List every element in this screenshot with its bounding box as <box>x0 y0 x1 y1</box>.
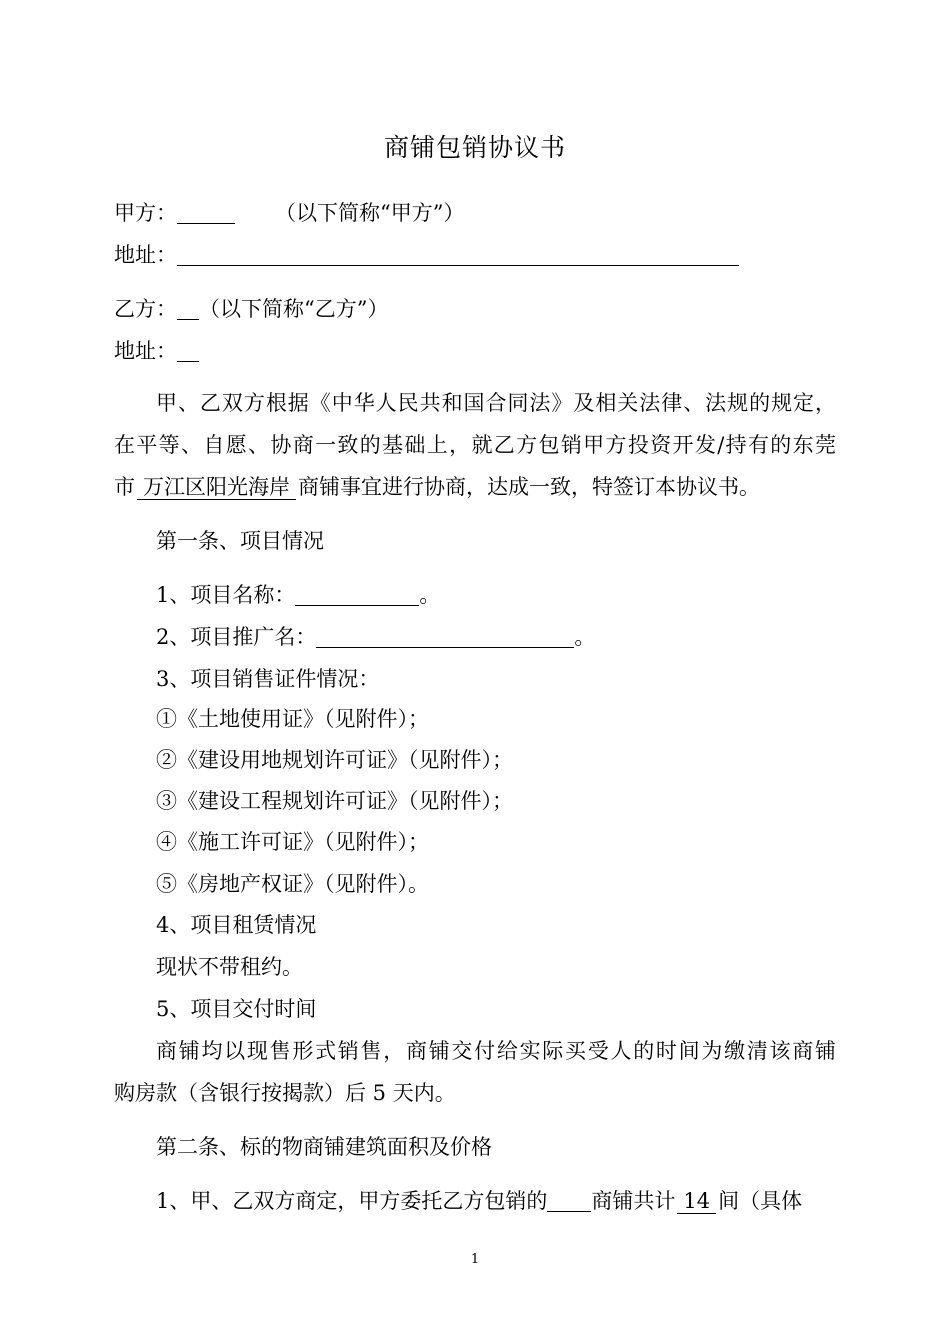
intro-line-3-prefix: 市 <box>114 475 135 499</box>
cert-5: ⑤《房地产权证》（见附件）。 <box>156 872 429 896</box>
item-4-label: 4、项目租赁情况 <box>156 913 317 937</box>
item-5-line-1: 商铺均以现售形式销售，商铺交付给实际买受人的时间为缴清该商铺 <box>156 1039 836 1063</box>
party-b-line <box>114 296 388 322</box>
item-1-blank <box>295 583 419 606</box>
party-a-label: 甲方： <box>114 201 177 225</box>
cert-2: ②《建设用地规划许可证》（见附件）； <box>156 748 513 772</box>
intro-line-3-suffix: 商铺事宜进行协商，达成一致，特签订本协议书。 <box>298 475 760 499</box>
cert-1: ①《土地使用证》（见附件）； <box>156 707 429 731</box>
article-1-title: 第一条、项目情况 <box>156 529 324 553</box>
item-1-end: 。 <box>419 583 441 607</box>
item-2-label: 2、项目推广名： <box>156 625 317 649</box>
article-2-line-1-prefix: 1、甲、乙双方商定，甲方委托乙方包销的 <box>156 1189 548 1213</box>
party-a-blank <box>177 201 235 224</box>
item-2 <box>156 624 595 650</box>
article-2-line-1 <box>156 1188 802 1214</box>
page-title: 商铺包销协议书 <box>383 133 566 162</box>
item-5-line-2: 购房款（含银行按揭款）后 5 天内。 <box>114 1081 456 1105</box>
item-5-label: 5、项目交付时间 <box>156 997 317 1021</box>
intro-line-2: 在平等、自愿、协商一致的基础上，就乙方包销甲方投资开发/持有的东莞 <box>114 433 836 457</box>
party-b-address-blank <box>177 339 199 362</box>
item-2-end: 。 <box>574 625 596 649</box>
item-1 <box>156 582 440 608</box>
party-b-label: 乙方： <box>114 297 177 321</box>
party-b-note: （以下简称“乙方”） <box>199 297 389 321</box>
item-4-text: 现状不带租约。 <box>156 955 303 979</box>
article-2-shop-blank <box>547 1189 591 1212</box>
party-a-address-line <box>114 242 739 268</box>
party-a-note: （以下简称“甲方”） <box>275 201 465 225</box>
party-b-blank <box>177 297 199 320</box>
item-2-blank <box>316 625 574 648</box>
intro-line-1: 甲、乙双方根据《中华人民共和国合同法》及相关法律、法规的规定， <box>156 391 836 415</box>
party-b-address-line <box>114 338 199 364</box>
article-2-line-1-mid: 商铺共计 <box>591 1189 676 1213</box>
party-a-address-blank <box>177 243 739 266</box>
party-a-address-label: 地址： <box>114 243 177 267</box>
party-b-address-label: 地址： <box>114 339 177 363</box>
intro-line-3 <box>114 474 760 500</box>
party-a-line <box>114 200 464 226</box>
cert-4: ④《施工许可证》（见附件）； <box>156 830 429 854</box>
article-2-line-1-suffix: 间（具体 <box>718 1189 803 1213</box>
page-number: 1 <box>470 1252 480 1267</box>
article-2-title: 第二条、标的物商铺建筑面积及价格 <box>156 1135 492 1159</box>
cert-3: ③《建设工程规划许可证》（见附件）； <box>156 789 513 813</box>
item-1-label: 1、项目名称： <box>156 583 296 607</box>
intro-location: 万江区阳光海岸 <box>137 475 296 500</box>
article-2-shop-count: 14 <box>677 1189 716 1214</box>
item-3-label: 3、项目销售证件情况： <box>156 667 380 691</box>
